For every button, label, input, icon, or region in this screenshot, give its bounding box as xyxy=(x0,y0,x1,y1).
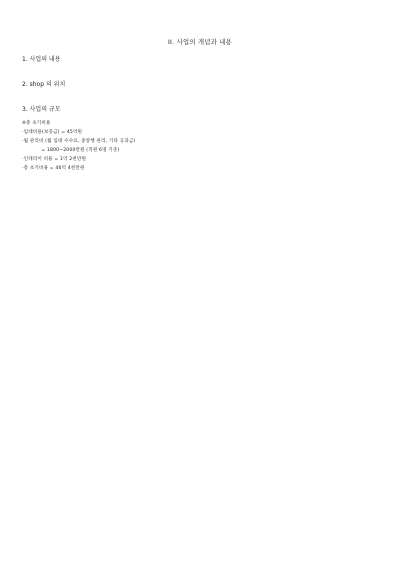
section-shop-location xyxy=(22,81,378,89)
cost-list-heading: ※총 초기비용 xyxy=(22,121,51,126)
section-business-scale xyxy=(22,106,378,114)
section-heading: 2. shop 의 위치 xyxy=(22,81,66,88)
cost-item-rent-deposit: ·임대비용(보증금) = 45억원 xyxy=(22,130,83,135)
cost-item-total: ·총 초기비용 = 46억 4천만원 xyxy=(22,166,85,171)
section-business-content xyxy=(22,56,378,64)
initial-cost-list xyxy=(22,119,378,173)
section-heading: 1. 사업의 내용 xyxy=(22,56,61,63)
cost-item-interior: ·인테리어 비용 = 1억 2천만원 xyxy=(22,157,87,162)
cost-item-monthly-fee-amount: = 1800~2000만원 (직원 6명 기준) xyxy=(22,148,120,153)
cost-item-monthly-fee: ·월 관리비 (월 임대 수수료, 중앙행 관리, 기타 공과금) xyxy=(22,139,136,144)
document-title: II. 사업의 개념과 내용 xyxy=(167,38,233,46)
section-heading: 3. 사업의 규모 xyxy=(22,106,61,113)
